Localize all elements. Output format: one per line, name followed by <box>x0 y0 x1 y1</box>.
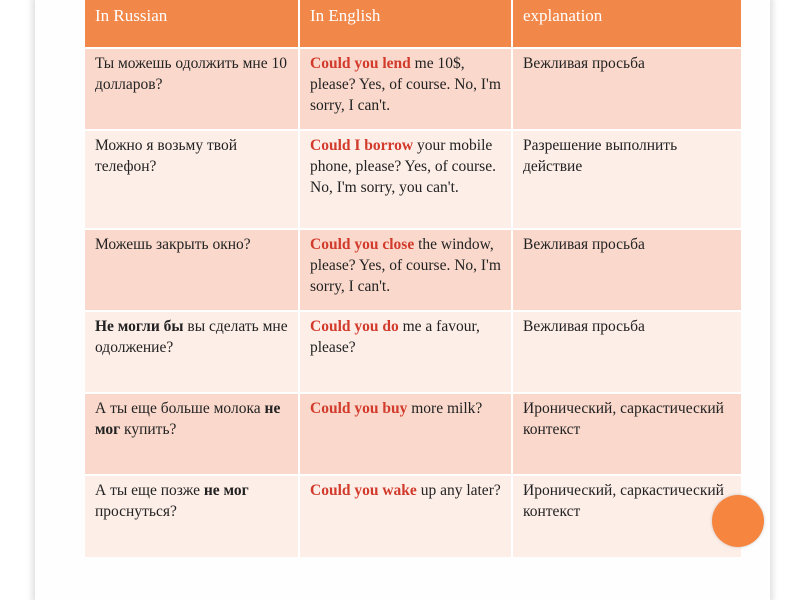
header-explanation: explanation <box>512 0 741 48</box>
cell-text: вы сделать мне одолжение? <box>95 318 288 356</box>
table-row <box>85 475 741 557</box>
cell-text: Ты можешь одолжить мне 10 долларов? <box>95 55 287 93</box>
cell-english <box>299 48 512 130</box>
cell-explanation: Иронический, саркастический контекст <box>512 475 741 557</box>
cell-russian <box>85 229 299 311</box>
cell-text: up any later? <box>416 482 501 499</box>
decorative-orange-circle <box>712 495 764 547</box>
cell-english <box>299 393 512 475</box>
highlighted-phrase: Could you lend <box>310 55 411 72</box>
bold-phrase: не мог <box>203 482 249 499</box>
cell-explanation: Вежливая просьба <box>512 48 741 130</box>
header-russian: In Russian <box>85 0 299 48</box>
highlighted-phrase: Could you buy <box>310 400 408 417</box>
cell-text: me 10$, please? Yes, of course. No, I'm sorry, I can't. <box>310 55 501 114</box>
cell-text: проснуться? <box>95 503 177 520</box>
cell-russian <box>85 311 299 393</box>
table-row <box>85 130 741 229</box>
bold-phrase: Не могли бы <box>95 318 184 335</box>
cell-text: А ты еще позже <box>95 482 204 499</box>
table-header-row <box>85 0 741 48</box>
table-row <box>85 393 741 475</box>
cell-text: Можно я возьму твой телефон? <box>95 137 238 175</box>
cell-russian <box>85 475 299 557</box>
table-row <box>85 311 741 393</box>
cell-explanation: Разрешение выполнить действие <box>512 130 741 229</box>
cell-english <box>299 130 512 229</box>
header-english: In English <box>299 0 512 48</box>
cell-english <box>299 229 512 311</box>
cell-text: Можешь закрыть окно? <box>95 236 251 253</box>
table-row <box>85 48 741 130</box>
phrases-table <box>85 0 741 557</box>
cell-text: me a favour, please? <box>310 318 480 356</box>
highlighted-phrase: Could you close <box>310 236 415 253</box>
highlighted-phrase: Could you do <box>310 318 399 335</box>
cell-text: А ты еще больше молока <box>95 400 265 417</box>
slide-frame <box>35 0 770 600</box>
cell-explanation: Вежливая просьба <box>512 229 741 311</box>
phrases-table-container <box>85 0 741 557</box>
cell-text: the window, please? Yes, of course. No, I'm sorry, I can't. <box>310 236 501 295</box>
cell-text: купить? <box>120 421 177 438</box>
highlighted-phrase: Could you wake <box>310 482 417 499</box>
cell-explanation: Вежливая просьба <box>512 311 741 393</box>
cell-russian <box>85 393 299 475</box>
bold-phrase: не мог <box>95 400 281 438</box>
cell-text: your mobile phone, please? Yes, of course. No, I'm sorry, you can't. <box>310 137 496 196</box>
cell-text: more milk? <box>407 400 483 417</box>
cell-english <box>299 475 512 557</box>
table-row <box>85 229 741 311</box>
cell-english <box>299 311 512 393</box>
cell-explanation: Иронический, саркастический контекст <box>512 393 741 475</box>
cell-russian <box>85 130 299 229</box>
highlighted-phrase: Could I borrow <box>310 137 414 154</box>
cell-russian <box>85 48 299 130</box>
